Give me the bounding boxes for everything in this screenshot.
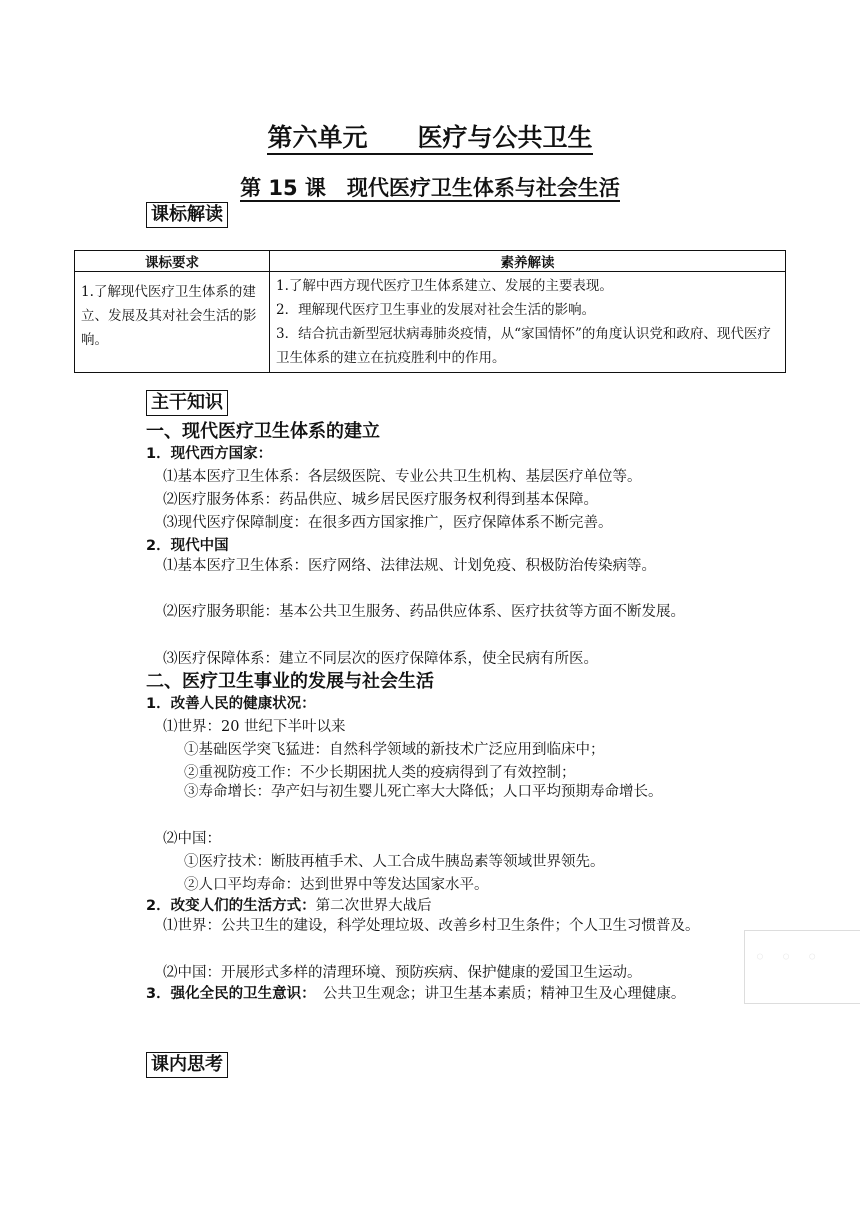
subheading: 1．现代西方国家： <box>146 446 273 462</box>
list-item: ⑵医疗服务职能：基本公共卫生服务、药品供应体系、医疗扶贫等方面不断发展。 <box>163 604 685 620</box>
subheading: 2．现代中国 <box>146 538 229 554</box>
table-header-interpretation: 素养解读 <box>270 251 786 272</box>
subheading-tail: 公共卫生观念；讲卫生基本素质；精神卫生及心理健康。 <box>308 986 686 1002</box>
list-item: ⑴基本医疗卫生体系：医疗网络、法律法规、计划免疫、积极防治传染病等。 <box>163 558 656 574</box>
list-item: ⑴世界：20 世纪下半叶以来 <box>163 719 346 735</box>
list-item: ②人口平均寿命：达到世界中等发达国家水平。 <box>184 877 489 893</box>
list-item: ②重视防疫工作：不少长期困扰人类的疫病得到了有效控制； <box>184 765 576 781</box>
list-item: ⑵中国：开展形式多样的清理环境、预防疾病、保护健康的爱国卫生运动。 <box>163 965 642 981</box>
interpretation-item: 2．理解现代医疗卫生事业的发展对社会生活的影响。 <box>276 302 596 318</box>
subheading-row <box>146 894 432 915</box>
watermark-glyphs: ◦ ◦ ◦ <box>754 945 823 969</box>
unit-title: 第六单元 医疗与公共卫生 <box>0 118 860 154</box>
subheading-row <box>146 983 714 1006</box>
section-heading: 二、医疗卫生事业的发展与社会生活 <box>146 671 434 692</box>
standard-box-heading: 课标解读 <box>146 202 228 228</box>
subheading: 2．改变人们的生活方式： <box>146 898 316 914</box>
subheading-tail: 第二次世界大战后 <box>315 898 432 914</box>
interpretation-item: 1.了解中西方现代医疗卫生体系建立、发展的主要表现。 <box>276 278 613 294</box>
list-item: ①基础医学突飞猛进：自然科学领域的新技术广泛应用到临床中； <box>184 742 605 758</box>
section-heading: 一、现代医疗卫生体系的建立 <box>146 421 380 442</box>
list-item: ⑴世界：公共卫生的建设，科学处理垃圾、改善乡村卫生条件；个人卫生习惯普及。 <box>163 918 700 934</box>
knowledge-box-heading: 主干知识 <box>146 390 228 416</box>
table-header-requirement: 课标要求 <box>75 251 270 272</box>
thinking-box-heading: 课内思考 <box>146 1052 228 1078</box>
interpretation-item: 3．结合抗击新型冠状病毒肺炎疫情，从“家国情怀”的角度认识党和政府、现代医疗卫生体系的建立在抗疫胜利中的作用。 <box>276 326 771 366</box>
list-item: ①医疗技术：断肢再植手术、人工合成牛胰岛素等领域世界领先。 <box>184 854 605 870</box>
lesson-title: 第 15 课 现代医疗卫生体系与社会生活 <box>240 176 620 200</box>
interpretation-cell <box>270 272 786 373</box>
list-item: ⑵中国： <box>163 831 221 847</box>
list-item: ⑶医疗保障体系：建立不同层次的医疗保障体系，使全民病有所医。 <box>163 651 598 667</box>
curriculum-table <box>74 250 786 373</box>
list-item: ③寿命增长：孕产妇与初生婴儿死亡率大大降低；人口平均预期寿命增长。 <box>184 784 663 800</box>
list-item: ⑵医疗服务体系：药品供应、城乡居民医疗服务权利得到基本保障。 <box>163 492 598 508</box>
list-item: ⑴基本医疗卫生体系：各层级医院、专业公共卫生机构、基层医疗单位等。 <box>163 469 642 485</box>
list-item: ⑶现代医疗保障制度：在很多西方国家推广，医疗保障体系不断完善。 <box>163 515 613 531</box>
subheading: 1．改善人民的健康状况： <box>146 696 316 712</box>
requirement-cell: 1.了解现代医疗卫生体系的建立、发展及其对社会生活的影响。 <box>75 272 270 373</box>
subheading: 3．强化全民的卫生意识： <box>146 986 309 1002</box>
